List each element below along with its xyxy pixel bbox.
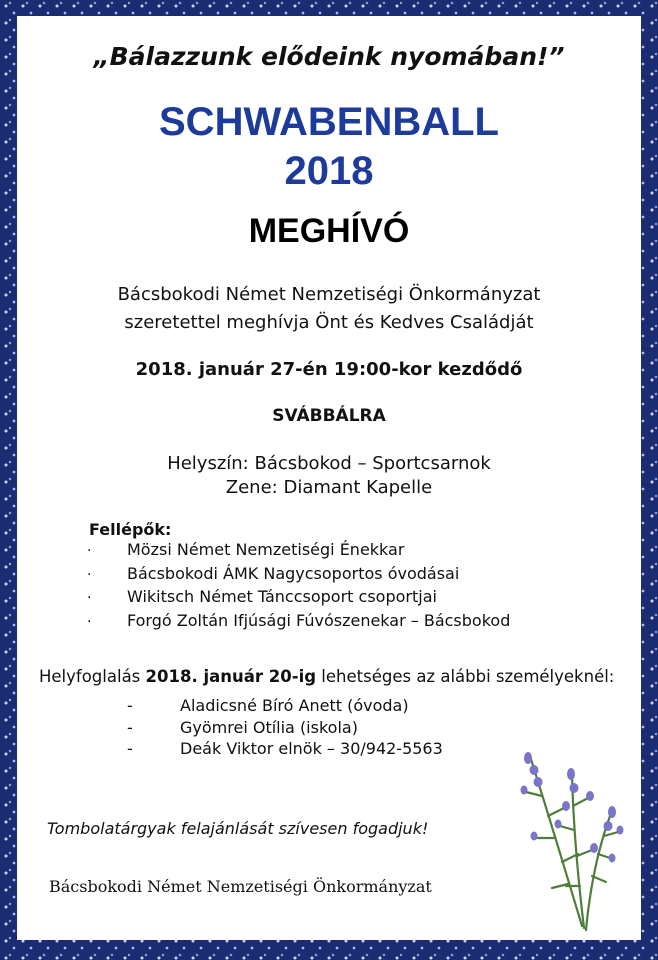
list-item (127, 696, 443, 718)
organizer-line: Bácsbokodi Német Nemzetiségi Önkormányzat (117, 284, 541, 305)
performer-name: Wikitsch Német Tánccsoport csoportjai (127, 587, 437, 606)
signature: Bácsbokodi Német Nemzetiségi Önkormányzat (49, 877, 432, 896)
list-item (87, 611, 510, 635)
booking-prefix: Helyfoglalás (39, 667, 146, 686)
invitation-line: szeretettel meghívja Önt és Kedves Családját (124, 312, 534, 333)
contact-name: Aladicsné Bíró Anett (óvoda) (180, 696, 409, 715)
event-location: Helyszín: Bácsbokod – Sportcsarnok (167, 453, 491, 474)
performers-list (87, 540, 510, 634)
performer-name: Mözsi Német Nemzetiségi Énekkar (127, 540, 405, 559)
event-music: Zene: Diamant Kapelle (225, 477, 433, 498)
dash-bullet: - (127, 696, 133, 715)
booking-deadline: 2018. január 20-ig (145, 667, 317, 686)
list-item (127, 739, 443, 761)
invitation-heading: MEGHÍVÓ (248, 212, 410, 250)
invitation-card (17, 16, 641, 940)
booking-info (39, 667, 614, 686)
dash-bullet: - (127, 739, 133, 758)
event-title: SCHWABENBALL (159, 100, 499, 144)
list-item (87, 540, 510, 564)
list-item (87, 587, 510, 611)
performer-name: Bácsbokodi ÁMK Nagycsoportos óvodásai (127, 563, 460, 583)
event-name: SVÁBBÁLRA (272, 406, 386, 426)
dash-bullet: - (127, 717, 133, 737)
list-item (87, 564, 510, 588)
booking-suffix: lehetséges az alábbi személyeknél: (316, 667, 615, 686)
event-datetime: 2018. január 27-én 19:00-kor kezdődő (135, 359, 523, 380)
contact-name: Deák Viktor elnök – 30/942-5563 (180, 739, 443, 758)
bullet: · (87, 590, 92, 606)
bullet: · (87, 543, 92, 559)
event-year: 2018 (284, 149, 374, 193)
lavender-sprig-icon (512, 746, 632, 936)
performers-heading: Fellépők: (89, 520, 172, 539)
contact-name: Gyömrei Otília (iskola) (180, 717, 358, 737)
contacts-list (127, 696, 443, 761)
bullet: · (87, 613, 92, 630)
bullet: · (87, 566, 92, 583)
performer-name: Forgó Zoltán Ifjúsági Fúvószenekar – Bácsbokod (127, 610, 511, 630)
list-item (127, 718, 443, 740)
raffle-note: Tombolatárgyak felajánlását szívesen fogadjuk! (47, 819, 429, 838)
motto: „Bálazzunk elődeink nyomában!” (93, 42, 565, 71)
